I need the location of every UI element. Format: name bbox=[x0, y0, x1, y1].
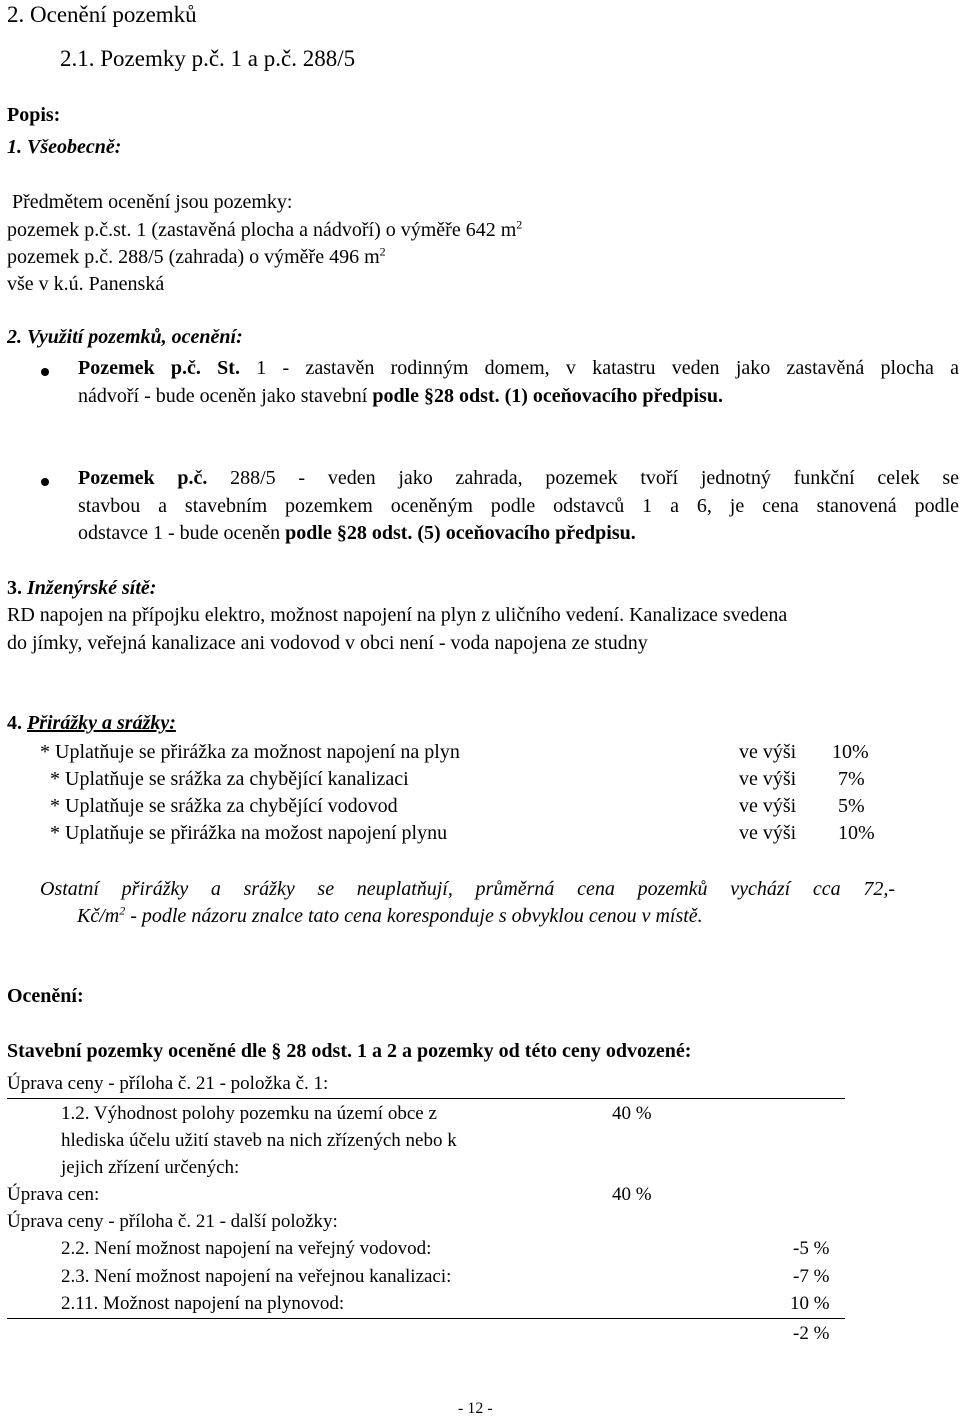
adjustment-value: 7% bbox=[838, 768, 865, 790]
parcel-line-3: vše v k.ú. Panenská bbox=[7, 273, 165, 295]
uprava-cen-label: Úprava cen: bbox=[7, 1184, 100, 1205]
item12-value: 40 % bbox=[612, 1103, 652, 1124]
section4-title-text: Přirážky a srážky: bbox=[27, 712, 176, 734]
section3-title-text: Inženýrské sítě: bbox=[27, 577, 157, 599]
adjustment-text: * Uplatňuje se přirážka za možnost napojení na plyn bbox=[40, 741, 460, 763]
table-rule-top bbox=[7, 1098, 845, 1099]
uprava-ceny-1: Úprava ceny - příloha č. 21 - položka č. 1: bbox=[7, 1073, 329, 1094]
page-number: - 12 - bbox=[458, 1400, 493, 1417]
adjustment-label: ve výši bbox=[739, 822, 797, 844]
adjustment-label: ve výši bbox=[739, 768, 797, 790]
table-rule-bottom bbox=[7, 1318, 845, 1319]
bullet2-text: 288/5 - veden jako zahrada, pozemek tvoří jednotný funkční celek se bbox=[230, 467, 959, 489]
bullet1-line2-bold: podle §28 odst. (1) oceňovacího předpisu. bbox=[372, 385, 723, 407]
oceneni-item-text: 2.11. Možnost napojení na plynovod: bbox=[61, 1293, 345, 1314]
bullet2-line3-bold: podle §28 odst. (5) oceňovacího předpisu. bbox=[285, 522, 636, 544]
parcel-line-2-sup: 2 bbox=[379, 244, 386, 259]
section3-line1: RD napojen na přípojku elektro, možnost napojení na plyn z uličního vedení. Kanalizace svedena bbox=[7, 604, 788, 626]
page-heading bbox=[7, 2, 197, 28]
oceneni-item-text: 2.2. Není možnost napojení na veřejný vodovod: bbox=[61, 1238, 432, 1259]
oceneni-item-value: -7 % bbox=[793, 1266, 830, 1287]
heading-title: Ocenění pozemků bbox=[30, 2, 197, 27]
section2-title: 2. Využití pozemků, ocenění: bbox=[7, 326, 243, 348]
item12-line2: hlediska účelu užití staveb na nich zřízených nebo k bbox=[61, 1130, 457, 1151]
adjustment-label: ve výši bbox=[739, 795, 797, 817]
bullet1-line2-text: nádvoří - bude oceněn jako stavební bbox=[78, 385, 368, 407]
bullet1-text: 1 - zastavěn rodinným domem, v katastru veden jako zastavěná plocha a bbox=[256, 357, 960, 379]
note-text: - podle názoru znalce tato cena koresponduje s obvyklou cenou v místě. bbox=[130, 905, 703, 927]
section4-title bbox=[7, 712, 176, 735]
parcel-line-1-text: pozemek p.č.st. 1 (zastavěná plocha a nádvoří) o výměře 642 m bbox=[7, 219, 517, 241]
parcel-line-1 bbox=[7, 219, 522, 242]
adjustment-value: 10% bbox=[838, 822, 875, 844]
bullet2-line2: stavbou a stavebním pozemkem oceněným podle odstavců 1 a 6, je cena stanovená podle bbox=[78, 495, 959, 517]
bullet-icon bbox=[41, 368, 49, 376]
oceneni-subtitle: Stavební pozemky oceněné dle § 28 odst. 1 a 2 a pozemky od této ceny odvozené: bbox=[7, 1040, 692, 1062]
parcel-line-2 bbox=[7, 246, 386, 269]
oceneni-item-text: 2.3. Není možnost napojení na veřejnou kanalizaci: bbox=[61, 1266, 452, 1287]
oceneni-item-value: -5 % bbox=[793, 1238, 830, 1259]
adjustment-text: * Uplatňuje se srážka za chybějící kanalizaci bbox=[50, 768, 409, 790]
bullet-icon bbox=[41, 478, 49, 486]
heading-number: 2. bbox=[7, 2, 25, 27]
bullet2-line1 bbox=[78, 467, 959, 490]
oceneni-title: Ocenění: bbox=[7, 985, 84, 1007]
bullet2-bold: Pozemek p.č. bbox=[78, 467, 208, 489]
adjustment-value: 10% bbox=[832, 741, 869, 763]
bullet2-line3-text: odstavce 1 - bude oceněn bbox=[78, 522, 281, 544]
item12-line1: 1.2. Výhodnost polohy pozemku na území obce z bbox=[61, 1103, 437, 1124]
section3-title bbox=[7, 577, 156, 600]
oceneni-total: -2 % bbox=[793, 1323, 830, 1344]
note-unit-sup: 2 bbox=[119, 903, 126, 918]
bullet1-bold: Pozemek p.č. St. bbox=[78, 357, 240, 379]
oceneni-item-value: 10 % bbox=[790, 1293, 830, 1314]
bullet1-line1 bbox=[78, 357, 959, 380]
bullet1-line2 bbox=[78, 385, 723, 408]
uprava-ceny-2: Úprava ceny - příloha č. 21 - další položky: bbox=[7, 1211, 338, 1232]
adjustment-text: * Uplatňuje se srážka za chybějící vodovod bbox=[50, 795, 398, 817]
popis-label: Popis: bbox=[7, 104, 61, 126]
section3-number: 3. bbox=[7, 577, 22, 599]
section1-title: 1. Všeobecně: bbox=[7, 136, 122, 158]
adjustment-value: 5% bbox=[838, 795, 865, 817]
bullet2-line3 bbox=[78, 522, 636, 545]
adjustment-text: * Uplatňuje se přirážka na možost napojení plynu bbox=[50, 822, 448, 844]
note-unit: Kč/m bbox=[77, 905, 120, 927]
section4-note-line2 bbox=[77, 905, 703, 928]
section4-number: 4. bbox=[7, 712, 22, 734]
parcel-line-2-text: pozemek p.č. 288/5 (zahrada) o výměře 496 m bbox=[7, 246, 380, 268]
section4-note-line1: Ostatní přirážky a srážky se neuplatňují, průměrná cena pozemků vychází cca 72,- bbox=[40, 878, 895, 900]
parcel-line-1-sup: 2 bbox=[516, 217, 523, 232]
section3-line2: do jímky, veřejná kanalizace ani vodovod v obci není - voda napojena ze studny bbox=[7, 632, 648, 654]
subheading: 2.1. Pozemky p.č. 1 a p.č. 288/5 bbox=[60, 46, 356, 71]
section1-intro: Předmětem ocenění jsou pozemky: bbox=[12, 191, 293, 213]
item12-line3: jejich zřízení určených: bbox=[61, 1157, 240, 1178]
uprava-cen-value: 40 % bbox=[612, 1184, 652, 1205]
adjustment-label: ve výši bbox=[739, 741, 797, 763]
